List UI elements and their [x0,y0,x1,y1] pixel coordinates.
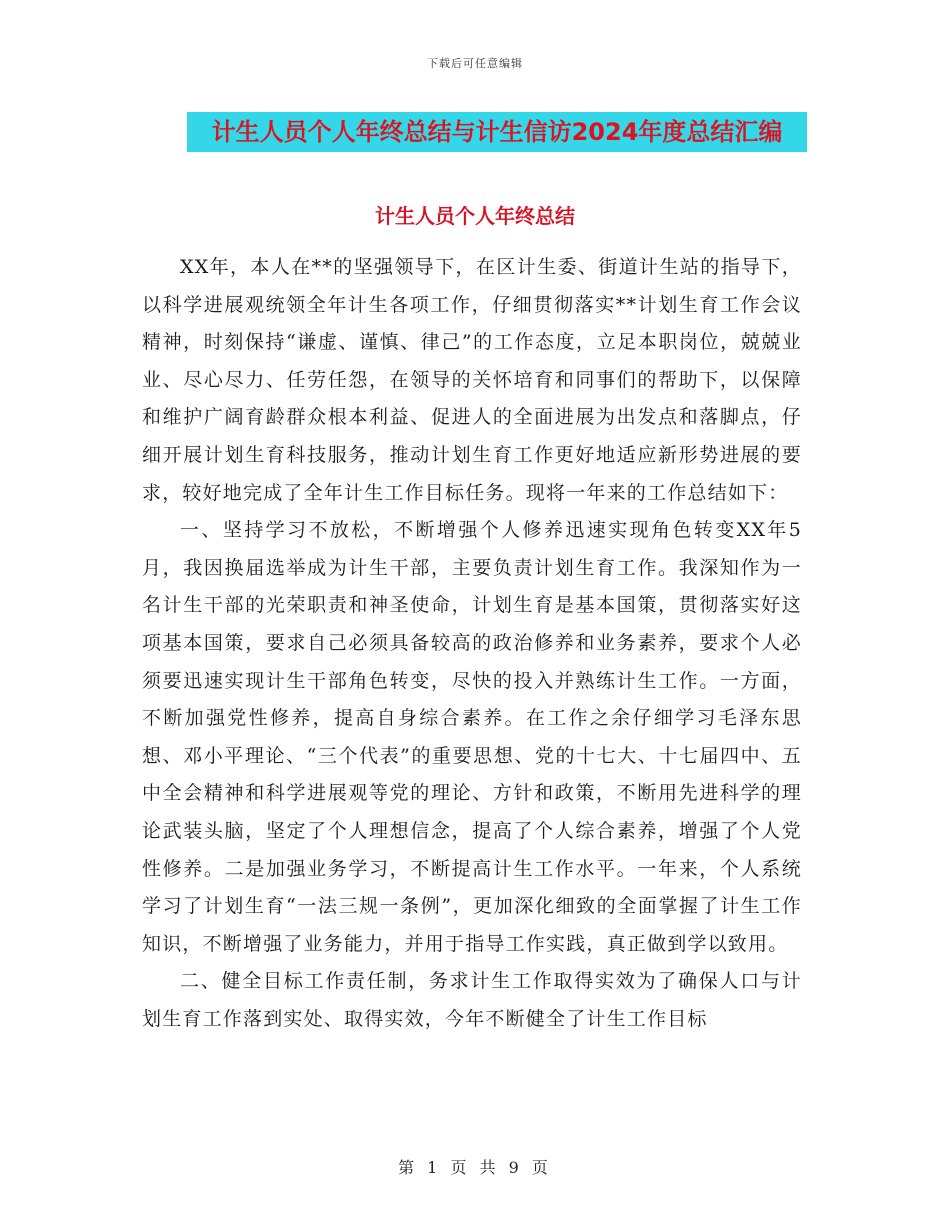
paragraph: 一、坚持学习不放松，不断增强个人修养迅速实现角色转变XX年5月，我因换届选举成为计生干部，主要负责计划生育工作。我深知作为一名计生干部的光荣职责和神圣使命，计划生育是基本国策，贯彻落实好这项基本国策，要求自己必须具备较高的政治修养和业务素养，要求个人必须要迅速实现计生干部角色转变，尽快的投入并熟练计生工作。一方面，不断加强党性修养，提高自身综合素养。在工作之余仔细学习毛泽东思想、邓小平理论、“三个代表”的重要思想、党的十七大、十七届四中、五中全会精神和科学进展观等党的理论、方针和政策，不断用先进科学的理论武装头脑，坚定了个人理想信念，提高了个人综合素养，增强了个人党性修养。二是加强业务学习，不断提高计生工作水平。一年来，个人系统学习了计划生育“一法三规一条例”，更加深化细致的全面掌握了计生工作知识，不断增强了业务能力，并用于指导工作实践，真正做到学以致用。 [142,519,802,955]
document-title: 计生人员个人年终总结与计生信访2024年度总结汇编 [211,118,783,146]
paragraph: XX年，本人在**的坚强领导下，在区计生委、街道计生站的指导下，以科学进展观统领全年计生各项工作，仔细贯彻落实**计划生育工作会议精神，时刻保持“谦虚、谨慎、律己”的工作态度，立足本职岗位，兢兢业业、尽心尽力、任劳任怨，在领导的关怀培育和同事们的帮助下，以保障和维护广阔育龄群众根本利益、促进人的全面进展为出发点和落脚点，仔细开展计划生育科技服务，推动计划生育工作更好地适应新形势进展的要求，较好地完成了全年计生工作目标任务。现将一年来的工作总结如下： [142,256,802,504]
header-note: 下载后可任意编辑 [427,57,523,70]
section-title: 计生人员个人年终总结 [375,204,575,228]
page-footer: 第 1 页 共 9 页 [398,1158,552,1177]
paragraph: 二、健全目标工作责任制，务求计生工作取得实效为了确保人口与计划生育工作落到实处、取得实效，今年不断健全了计生工作目标 [142,970,802,1030]
title-highlight [187,112,807,152]
document-body [142,249,802,1038]
